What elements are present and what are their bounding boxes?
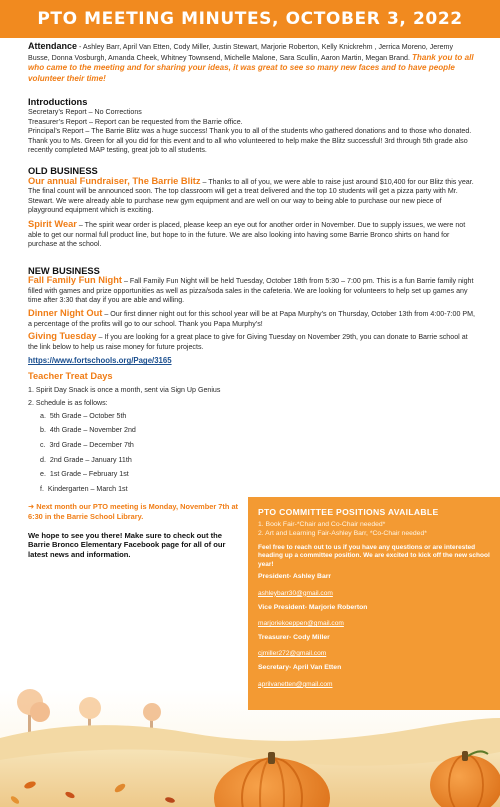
barrie-blitz-item xyxy=(28,177,476,216)
donation-link[interactable]: https://www.fortschools.org/Page/3165 xyxy=(28,356,172,366)
spirit-wear-item xyxy=(28,220,476,250)
list-item xyxy=(40,441,476,451)
teacher-treat-item-2: 2. Schedule is as follows: xyxy=(28,399,108,408)
dinner-night-item xyxy=(28,309,476,329)
officer-vice-president-email[interactable]: marjoriekoeppen@gmail.com xyxy=(258,620,344,628)
list-text: 4th Grade – November 2nd xyxy=(49,426,136,435)
list-item xyxy=(40,470,476,480)
dinner-night-text: – Our first dinner night out for this school year will be at Papa Murphy’s on Thursday, October 13th from 4:00-7:00 PM, a percentage of the profits will go to our school. Thank you Papa Murphy’s! xyxy=(28,310,475,328)
committee-position-1: 1. Book Fair-*Chair and Co-Chair needed* xyxy=(258,521,386,528)
tree-icon xyxy=(17,689,161,736)
officer-secretary-email[interactable]: aprilvanetten@gmail.com xyxy=(258,680,333,688)
fall-fun-night-title: Fall Family Fun Night xyxy=(28,275,123,286)
minutes-content xyxy=(28,42,476,559)
list-marker: a. xyxy=(40,411,46,420)
spirit-wear-text: – The spirit wear order is placed, please keep an eye out for another order in November. Due to supply issues, we were not able to get our normal full product line, but hope to in the future. We are also looking into having some Barrie Bronco shirts on hand for purchase at the school. xyxy=(28,220,466,249)
list-text: 2nd Grade – January 11th xyxy=(49,455,132,464)
secretary-report: Secretary’s Report – No Corrections xyxy=(28,107,142,116)
closing-note: We hope to see you there! Make sure to check out the Barrie Bronco Elementary Facebook page for all of our latest news and information. xyxy=(28,530,226,559)
list-marker: d. xyxy=(40,455,46,464)
list-item xyxy=(40,456,476,466)
teacher-treat-item-1: 1. Spirit Day Snack is once a month, sent via Sign Up Genius xyxy=(28,385,221,394)
closing-section xyxy=(28,502,246,559)
attendance-paragraph xyxy=(28,42,476,84)
attendance-names: - Ashley Barr, April Van Etten, Cody Miller, Justin Stewart, Marjorie Roberton, Kelly Knickrehm , Jerrica Moreno, Jeremy Busse, Donna Vosburgh, Amanda Cheek, Whitney Townsend, Michelle Malone, Sara Scullin, Aaron Martin, Megan Brand. xyxy=(28,43,453,62)
pumpkin-icon xyxy=(214,752,330,807)
page-title: PTO MEETING MINUTES, OCTOBER 3, 2022 xyxy=(37,9,463,29)
committee-title: PTO COMMITTEE POSITIONS AVAILABLE xyxy=(258,507,439,517)
list-item xyxy=(40,412,476,422)
schedule-list xyxy=(40,412,476,495)
officer-president: President- Ashley Barr xyxy=(258,573,332,581)
teacher-treat-heading: Teacher Treat Days xyxy=(28,371,113,382)
attendance-heading: Attendance xyxy=(28,41,78,51)
list-text: 1st Grade – February 1st xyxy=(49,470,129,479)
list-marker: c. xyxy=(40,441,46,449)
introductions-section xyxy=(28,98,476,156)
list-marker: b. xyxy=(40,426,46,435)
list-text: 3rd Grade – December 7th xyxy=(49,441,134,449)
list-text: 5th Grade – October 5th xyxy=(49,411,127,420)
donation-link-row xyxy=(28,356,476,367)
officer-secretary: Secretary- April Van Etten xyxy=(258,664,342,672)
introductions-heading: Introductions xyxy=(28,97,88,108)
attendance-thanks: Thank you to all who came to the meeting and for sharing your ideas, it was great to see so many new faces and to have people volunteer their time! xyxy=(28,52,474,83)
new-business-section xyxy=(28,267,476,367)
list-marker: e. xyxy=(40,470,46,479)
treasurer-report: Treasurer’s Report – Report can be requested from the Barrie office. xyxy=(28,117,243,126)
fall-fun-night-item xyxy=(28,276,476,306)
committee-panel xyxy=(248,497,500,710)
giving-tuesday-text: – If you are looking for a great place to give for Giving Tuesday on November 29th, you can donate to Barrie school at the link below to help us raise money for future projects. xyxy=(28,333,468,351)
list-marker: f. xyxy=(40,484,44,493)
officer-vice-president: Vice President- Marjorie Roberton xyxy=(258,603,368,611)
spirit-wear-title: Spirit Wear xyxy=(28,218,77,229)
principal-report: Principal’s Report – The Barrie Blitz was a huge success! Thank you to all of the students who gathered donations and to those who donated. Thank you to Ms. Green for all you did for this event and to all who volunteered to help make the Blitz successful! 3rd through 5th grade also recently completed MAP testing, great job to all students. xyxy=(28,127,472,155)
new-business-heading: NEW BUSINESS xyxy=(28,265,100,276)
teacher-treat-section xyxy=(28,372,476,494)
old-business-heading: OLD BUSINESS xyxy=(28,165,98,176)
pumpkin-icon xyxy=(430,751,500,807)
officer-president-email[interactable]: ashleybarr30@gmail.com xyxy=(258,589,333,597)
list-item xyxy=(40,426,476,436)
fall-fun-night-text: – Fall Family Fun Night will be held Tuesday, October 18th from 5:30 – 7:00 pm. This is a fun Barrie family night filled with games and prize opportunities as well as pizza/soda sales in the cafeteria. We are looking for volunteers to help set up games any time after 3:30 that day if you are able and willing. xyxy=(28,277,474,305)
giving-tuesday-item xyxy=(28,332,476,352)
barrie-blitz-title: Our annual Fundraiser, The Barrie Blitz xyxy=(28,175,201,186)
old-business-section xyxy=(28,167,476,250)
committee-note: Feel free to reach out to us if you have any questions or are interested heading up a committee position. We are excited to kick off the new school year! xyxy=(258,544,490,568)
dinner-night-title: Dinner Night Out xyxy=(28,308,103,319)
list-item xyxy=(40,485,476,495)
officer-treasurer-email[interactable]: cjmiller272@gmail.com xyxy=(258,650,327,658)
giving-tuesday-title: Giving Tuesday xyxy=(28,331,97,342)
officer-treasurer: Treasurer- Cody Miller xyxy=(258,634,330,642)
title-banner xyxy=(0,0,500,38)
list-text: Kindergarten – March 1st xyxy=(47,484,128,493)
barrie-blitz-text: – Thanks to all of you, we were able to raise just around $10,400 for our Blitz this year. The final count will be announced soon. The top classroom will get a treat delivered and the top 10 students will get a pizza party with Mr. Stewart. We were already able to purchase new gym equipment and are well on our way to being able to purchase our new piece of playground equipment which is exciting. xyxy=(28,177,474,215)
next-meeting-note: ➜ Next month our PTO meeting is Monday, November 7th at 6:30 in the Barrie School Library. xyxy=(28,502,239,521)
leaf-icon xyxy=(10,780,176,805)
attendance-section xyxy=(28,42,476,84)
committee-position-2: 2. Art and Learning Fair-Ashley Barr, *Co-Chair needed* xyxy=(258,530,427,537)
